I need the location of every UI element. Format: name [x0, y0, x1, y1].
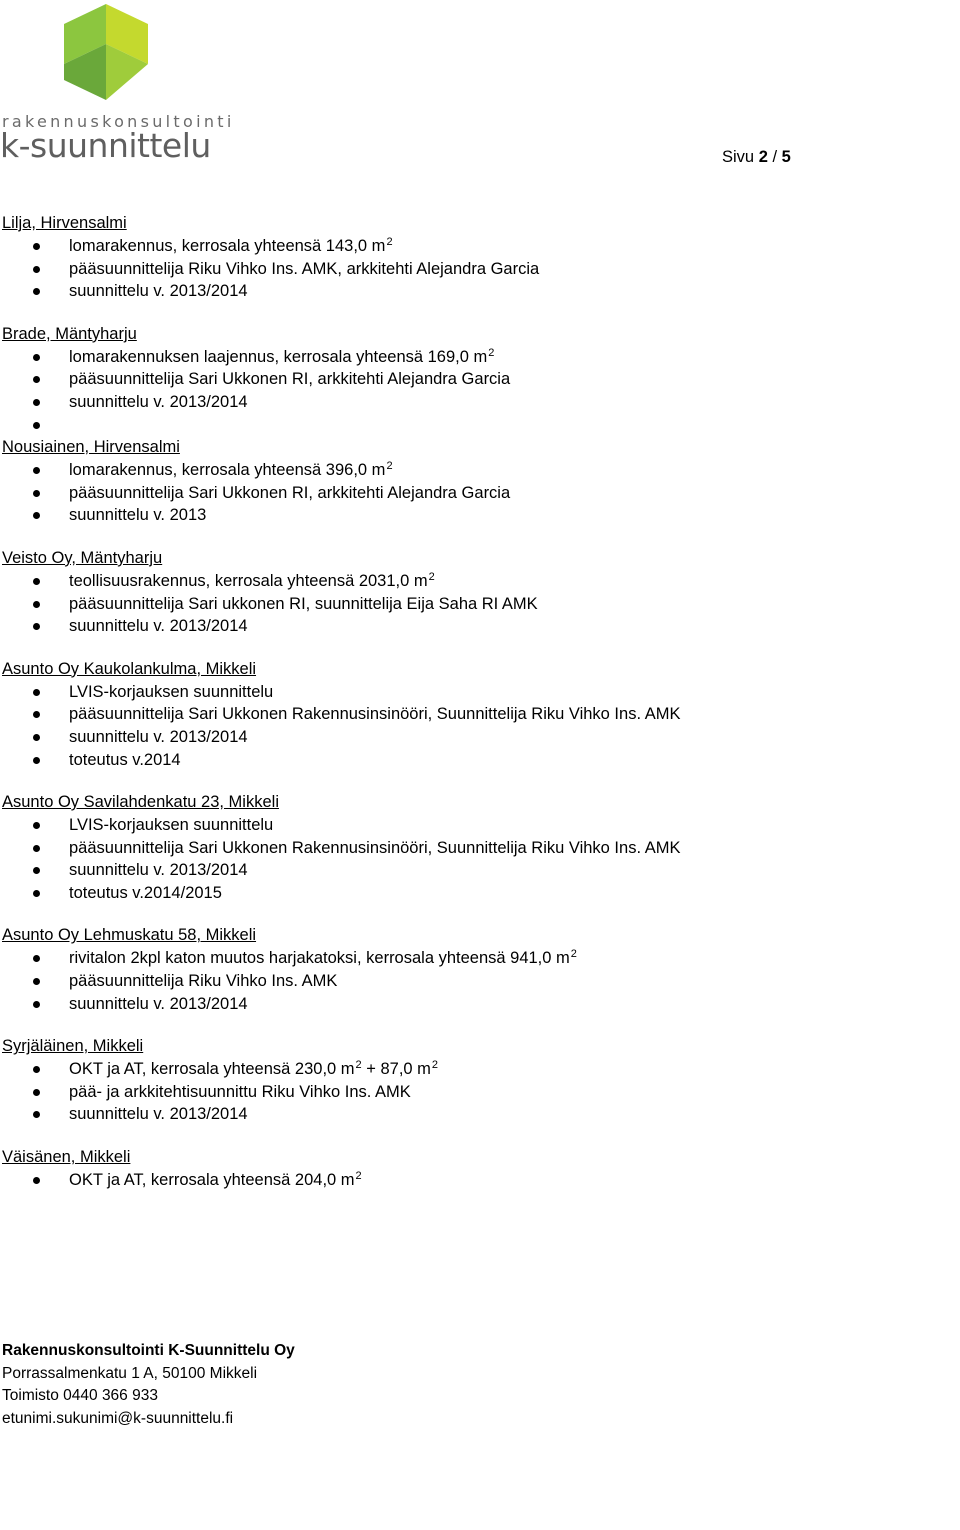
- list-item: suunnittelu v. 2013/2014: [2, 391, 902, 414]
- project-section: [2, 323, 902, 436]
- list-item: rivitalon 2kpl katon muutos harjakatoksi, kerrosala yhteensä 941,0 $m^2$: [2, 947, 902, 970]
- project-details: [2, 346, 902, 436]
- page-prefix: Sivu: [722, 148, 759, 166]
- project-details: [2, 814, 902, 904]
- list-item: OKT ja AT, kerrosala yhteensä 230,0 $m^2 + 87,0$ $m^2$: [2, 1058, 902, 1081]
- list-item: suunnittelu v. 2013/2014: [2, 859, 902, 882]
- project-details: [2, 459, 902, 527]
- list-item: suunnittelu v. 2013/2014: [2, 993, 902, 1016]
- project-section: [2, 212, 902, 303]
- logo-wordmark: k-suunnittelu: [0, 126, 211, 165]
- list-item: pääsuunnittelija Sari Ukkonen RI, arkkitehti Alejandra Garcia: [2, 482, 902, 505]
- list-item: toteutus v.2014: [2, 749, 902, 772]
- page-total: 5: [781, 148, 791, 166]
- project-title: Väisänen, Mikkeli: [2, 1148, 131, 1167]
- footer-company: Rakennuskonsultointi K-Suunnittelu Oy: [2, 1342, 295, 1359]
- list-item: lomarakennuksen laajennus, kerrosala yhteensä 169,0 $m^2$: [2, 346, 902, 369]
- page-footer: [2, 1340, 295, 1430]
- project-section: [2, 547, 902, 638]
- project-details: [2, 681, 902, 771]
- list-item: LVIS-korjauksen suunnittelu: [2, 681, 902, 704]
- project-section: [2, 1035, 902, 1126]
- list-item: pääsuunnittelija Sari ukkonen RI, suunnittelija Eija Saha RI AMK: [2, 593, 902, 616]
- company-logo: [0, 0, 235, 170]
- list-item: lomarakennus, kerrosala yhteensä 396,0 $m^2$: [2, 459, 902, 482]
- project-details: [2, 1058, 902, 1126]
- project-title: Syrjäläinen, Mikkeli: [2, 1037, 144, 1056]
- list-item: toteutus v.2014/2015: [2, 882, 902, 905]
- project-title: Nousiainen, Hirvensalmi: [2, 438, 180, 457]
- project-details: [2, 235, 902, 303]
- list-item: pääsuunnittelija Riku Vihko Ins. AMK: [2, 970, 902, 993]
- empty-list-item: [2, 414, 902, 437]
- list-item: teollisuusrakennus, kerrosala yhteensä 2031,0 $m^2$: [2, 570, 902, 593]
- list-item: OKT ja AT, kerrosala yhteensä 204,0 $m^2$: [2, 1169, 902, 1192]
- list-item: suunnittelu v. 2013/2014: [2, 615, 902, 638]
- project-title: Asunto Oy Lehmuskatu 58, Mikkeli: [2, 926, 257, 945]
- list-item: suunnittelu v. 2013/2014: [2, 1103, 902, 1126]
- project-title: Asunto Oy Kaukolankulma, Mikkeli: [2, 659, 257, 678]
- footer-email: etunimi.sukunimi@k-suunnittelu.fi: [2, 1409, 234, 1427]
- list-item: suunnittelu v. 2013: [2, 504, 902, 527]
- project-section: [2, 791, 902, 904]
- footer-address: Porrassalmenkatu 1 A, 50100 Mikkeli: [2, 1364, 258, 1382]
- project-section: [2, 924, 902, 1015]
- list-item: pää- ja arkkitehtisuunnittu Riku Vihko Ins. AMK: [2, 1081, 902, 1104]
- list-item: pääsuunnittelija Sari Ukkonen RI, arkkitehti Alejandra Garcia: [2, 368, 902, 391]
- page-separator: /: [767, 148, 782, 166]
- page-number: [722, 148, 791, 167]
- reference-list: [2, 212, 902, 1212]
- project-section: [2, 1146, 902, 1192]
- project-section: [2, 436, 902, 527]
- logo-mark-icon: [58, 2, 150, 102]
- list-item: pääsuunnittelija Sari Ukkonen Rakennusinsinööri, Suunnittelija Riku Vihko Ins. AMK: [2, 703, 902, 726]
- list-item: suunnittelu v. 2013/2014: [2, 726, 902, 749]
- project-details: [2, 570, 902, 638]
- footer-phone: Toimisto 0440 366 933: [2, 1387, 158, 1404]
- project-details: [2, 947, 902, 1015]
- project-title: Brade, Mäntyharju: [2, 324, 137, 343]
- project-section: [2, 658, 902, 771]
- project-title: Veisto Oy, Mäntyharju: [2, 548, 163, 567]
- project-title: Lilja, Hirvensalmi: [2, 214, 127, 232]
- logo-tagline: rakennuskonsultointi: [2, 112, 235, 131]
- page-current: 2: [758, 148, 768, 166]
- list-item: suunnittelu v. 2013/2014: [2, 280, 902, 303]
- list-item: LVIS-korjauksen suunnittelu: [2, 814, 902, 837]
- list-item: lomarakennus, kerrosala yhteensä 143,0 $m^2$: [2, 235, 902, 258]
- project-title: Asunto Oy Savilahdenkatu 23, Mikkeli: [2, 793, 279, 812]
- list-item: pääsuunnittelija Sari Ukkonen Rakennusinsinööri, Suunnittelija Riku Vihko Ins. AMK: [2, 837, 902, 860]
- list-item: pääsuunnittelija Riku Vihko Ins. AMK, arkkitehti Alejandra Garcia: [2, 258, 902, 281]
- project-details: [2, 1169, 902, 1192]
